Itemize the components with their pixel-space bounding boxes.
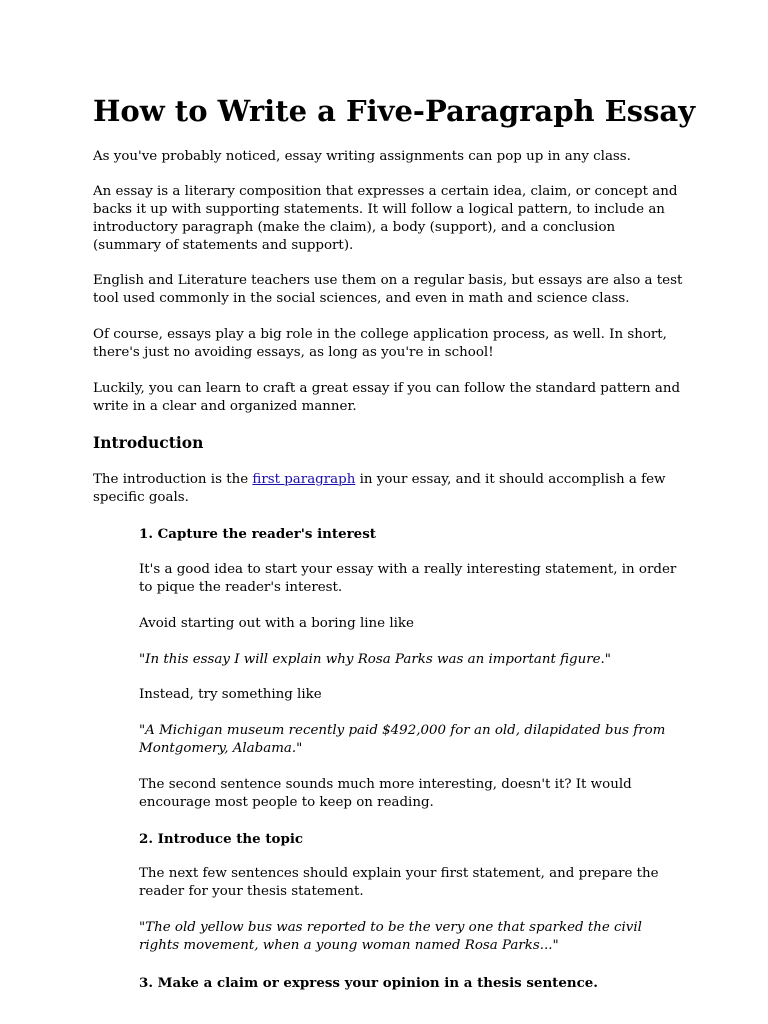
section-intro-paragraph <box>93 471 683 507</box>
step1-quote-2: "A Michigan museum recently paid $492,000 for an old, dilapidated bus from Montgomery, Alabama." <box>139 723 666 756</box>
intro-paragraph-1: As you've probably noticed, essay writing assignments can pop up in any class. <box>93 149 631 164</box>
intro-paragraph-4: Of course, essays play a big role in the college application process, as well. In short, there's just no avoiding essays, as long as you're in school! <box>93 327 667 360</box>
step2-paragraph-1: The next few sentences should explain your first statement, and prepare the reader for your thesis statement. <box>139 866 659 899</box>
intro-paragraph-3: English and Literature teachers use them on a regular basis, but essays are also a test tool used commonly in the social sciences, and even in math and science class. <box>93 273 683 306</box>
step2-quote: "The old yellow bus was reported to be the very one that sparked the civil rights movement, when a young woman named Rosa Parks..." <box>139 920 642 953</box>
step1-paragraph-3: Instead, try something like <box>139 687 322 702</box>
intro-paragraph-2: An essay is a literary composition that expresses a certain idea, claim, or concept and backs it up with supporting statements. It will follow a logical pattern, to include an introductory paragraph (make the claim), a body (support), and a conclusion (summary of statements and support). <box>93 184 678 253</box>
step1-paragraph-4: The second sentence sounds much more interesting, doesn't it? It would encourage most people to keep on reading. <box>139 777 632 810</box>
step3-heading: 3. Make a claim or express your opinion in a thesis sentence. <box>139 975 598 991</box>
first-paragraph-link[interactable]: first paragraph <box>252 472 356 487</box>
section-intro-text-after: in your essay, and it should accomplish a few specific goals. <box>93 472 666 505</box>
step1-paragraph-2: Avoid starting out with a boring line like <box>139 616 414 631</box>
step1-paragraph-1: It's a good idea to start your essay with a really interesting statement, in order to pique the reader's interest. <box>139 562 677 595</box>
step1-quote-1: "In this essay I will explain why Rosa Parks was an important figure." <box>139 652 611 667</box>
intro-paragraph-5: Luckily, you can learn to craft a great essay if you can follow the standard pattern and write in a clear and organized manner. <box>93 381 681 414</box>
page-title: How to Write a Five-Paragraph Essay <box>93 94 696 128</box>
step2-heading: 2. Introduce the topic <box>139 831 304 847</box>
step1-heading: 1. Capture the reader's interest <box>139 526 376 542</box>
section-intro-text-before: The introduction is the <box>93 472 253 487</box>
section-heading-introduction: Introduction <box>93 433 204 452</box>
